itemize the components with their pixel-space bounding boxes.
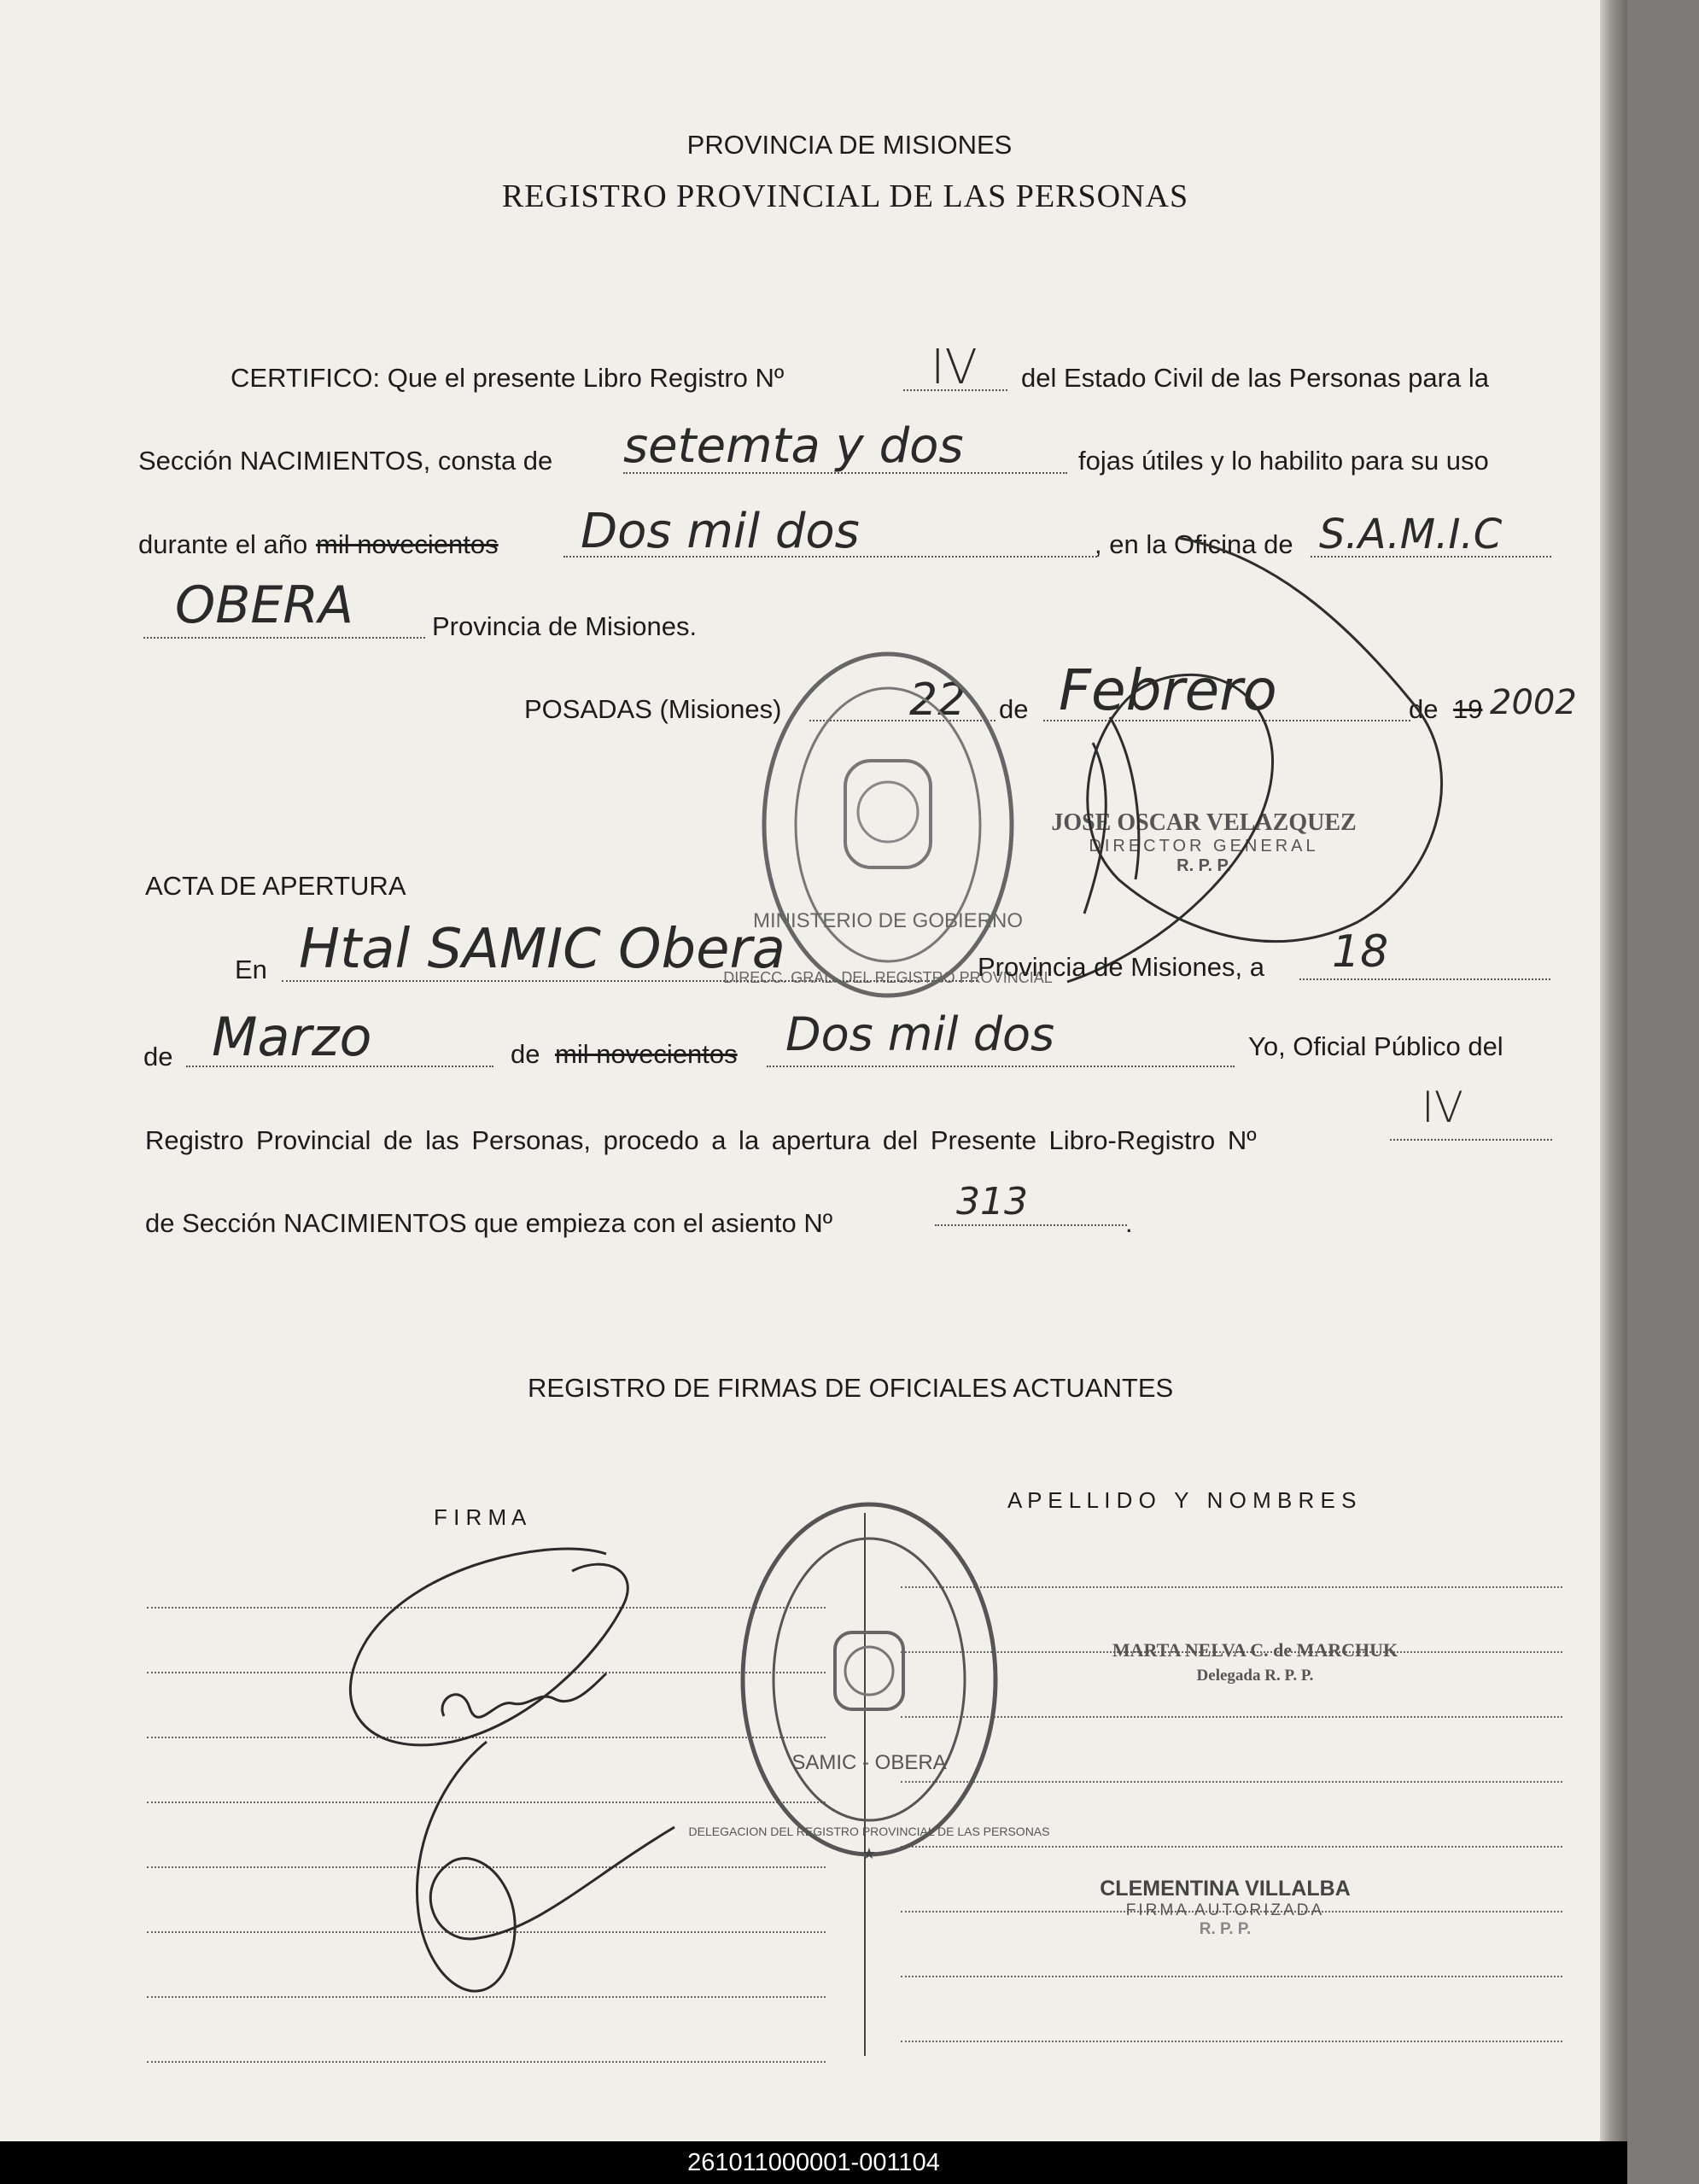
director-signature bbox=[990, 521, 1468, 982]
anio2-value: 2002 bbox=[1490, 683, 1577, 722]
registro-seal-top bbox=[723, 645, 1053, 1004]
nombre-line-8 bbox=[901, 2041, 1562, 2042]
certifico-text-4b: Provincia de Misiones. bbox=[432, 611, 698, 641]
acta-anio-line bbox=[767, 1066, 1235, 1067]
posadas-label: POSADAS (Misiones) bbox=[524, 694, 782, 724]
certifico-strike-3: mil novecientos bbox=[316, 529, 499, 559]
certifico-text-3a: durante el año bbox=[138, 529, 308, 559]
seal-top-ring: DIRECC. GRAL. DEL REGISTRO PROVINCIAL bbox=[723, 969, 1053, 986]
acta-en: En bbox=[235, 955, 267, 984]
acta-libro-line bbox=[1390, 1139, 1552, 1141]
province-heading: PROVINCIA DE MISIONES bbox=[686, 130, 1013, 160]
acta-mil-strike: mil novecientos bbox=[555, 1039, 738, 1069]
anio-prefix-strike: 19 bbox=[1453, 694, 1483, 724]
oficial-1-name: MARTA NELVA C. de MARCHUK bbox=[1112, 1639, 1398, 1661]
firmas-title: REGISTRO DE FIRMAS DE OFICIALES ACTUANTES bbox=[528, 1373, 1174, 1403]
acta-de-mil: de bbox=[511, 1039, 540, 1069]
acta-seccion: de Sección NACIMIENTOS que empieza con el asiento Nº bbox=[145, 1208, 833, 1238]
acta-asiento-value: 313 bbox=[956, 1180, 1028, 1223]
acta-title: ACTA DE APERTURA bbox=[145, 871, 406, 901]
seal-bottom-inner: SAMIC - OBERA bbox=[791, 1751, 947, 1774]
oficial-2-org: R. P. P. bbox=[1199, 1920, 1252, 1938]
certifico-text-1b: del Estado Civil de las Personas para la bbox=[1021, 363, 1489, 393]
acta-anio-value: Dos mil dos bbox=[785, 1007, 1055, 1061]
col-apellido-header: A P E L L I D O Y N O M B R E S bbox=[1007, 1487, 1357, 1513]
acta-registro-line: Registro Provincial de las Personas, procedo a la apertura del Presente Libro-Registro Nº bbox=[145, 1125, 1257, 1155]
registry-heading: REGISTRO PROVINCIAL DE LAS PERSONAS bbox=[501, 178, 1189, 214]
col-firma-header: F I R M A bbox=[434, 1504, 527, 1530]
acta-yo: Yo, Oficial Público del bbox=[1248, 1031, 1503, 1061]
acta-lugar-value: Htal SAMIC Obera bbox=[299, 918, 785, 981]
localidad-line bbox=[143, 637, 425, 639]
acta-libro-value: IV bbox=[1422, 1083, 1463, 1132]
delegacion-seal bbox=[688, 1496, 1050, 1863]
dia-value: 22 bbox=[909, 674, 966, 726]
certifico-text-2a: Sección NACIMIENTOS, consta de bbox=[138, 446, 553, 476]
nombre-line-7 bbox=[901, 1976, 1562, 1977]
director-org: R. P. P. bbox=[1176, 856, 1231, 875]
acta-prov: Provincia de Misiones, a bbox=[978, 952, 1264, 982]
certifico-text-3b: , en la Oficina de bbox=[1095, 529, 1293, 559]
acta-mes-value: Marzo bbox=[212, 1006, 372, 1068]
seal-top-inner: MINISTERIO DE GOBIERNO bbox=[752, 909, 1024, 932]
seal-bottom-ring: DELEGACION DEL REGISTRO PROVINCIAL DE LAS PERSONAS bbox=[688, 1825, 1050, 1838]
oficial-stamp-1 bbox=[1084, 1639, 1426, 1685]
oficial-stamp-2 bbox=[1050, 1877, 1400, 1939]
de-label-2: de bbox=[1409, 694, 1439, 724]
oficial-2-role: FIRMA AUTORIZADA bbox=[1125, 1901, 1325, 1919]
acta-period: . bbox=[1125, 1208, 1133, 1238]
director-title: DIRECTOR GENERAL bbox=[1089, 837, 1319, 855]
anio-value: Dos mil dos bbox=[581, 504, 860, 559]
localidad-value: OBERA bbox=[175, 575, 354, 635]
acta-asiento-line bbox=[935, 1224, 1127, 1226]
director-name: JOSE OSCAR VELAZQUEZ bbox=[1051, 809, 1357, 836]
footer-code: 261011000001-001104 bbox=[0, 2141, 1627, 2184]
acta-de: de bbox=[143, 1042, 173, 1072]
firma-signature bbox=[316, 1537, 674, 2023]
libro-no-value: IV bbox=[931, 340, 978, 395]
de-label-1: de bbox=[999, 694, 1029, 724]
certifico-text-2b: fojas útiles y lo habilito para su uso bbox=[1078, 446, 1489, 476]
oficial-2-name: CLEMENTINA VILLALBA bbox=[1100, 1877, 1351, 1901]
acta-dia-line bbox=[1299, 978, 1550, 980]
firma-line-8 bbox=[147, 2061, 826, 2063]
fojas-value: setemta y dos bbox=[623, 418, 964, 474]
oficina-value: S.A.M.I.C bbox=[1319, 511, 1503, 558]
seal-star-icon: ★ bbox=[861, 1845, 877, 1862]
acta-dia-value: 18 bbox=[1332, 926, 1389, 978]
mes-value: Febrero bbox=[1059, 657, 1277, 723]
oficial-1-role: Delegada R. P. P. bbox=[1196, 1667, 1314, 1685]
certifico-text-1a: CERTIFICO: Que el presente Libro Registro Nº bbox=[231, 363, 785, 393]
book-binding bbox=[1600, 0, 1627, 2141]
